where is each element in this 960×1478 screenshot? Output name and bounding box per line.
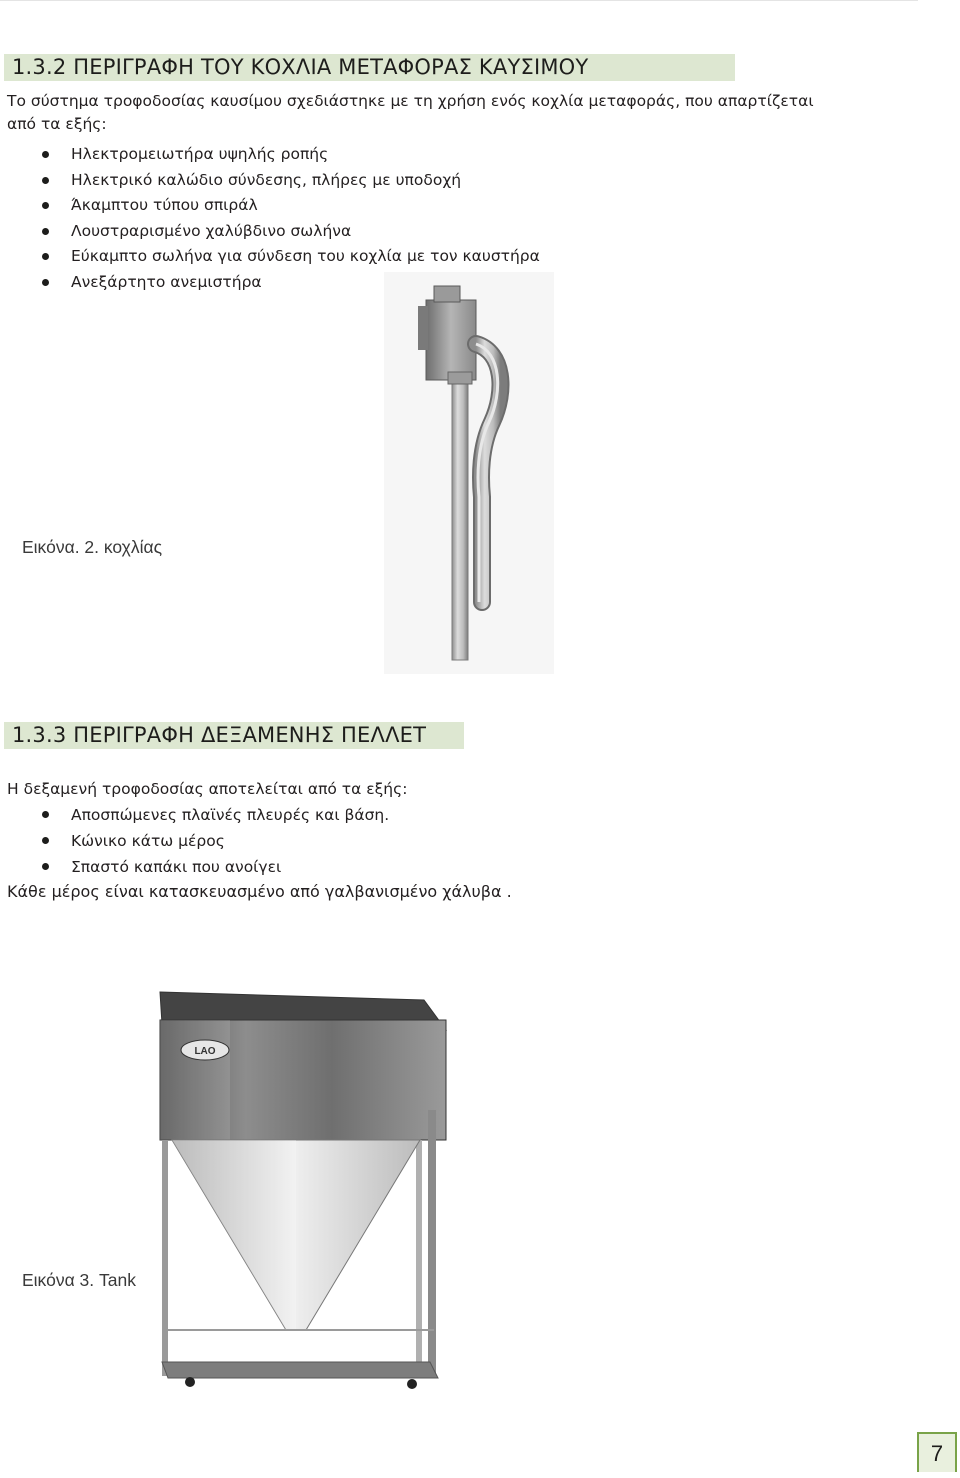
page-number: 7 <box>917 1432 957 1472</box>
tank-photo <box>150 990 450 1390</box>
bullet-icon <box>42 253 49 260</box>
bullet-icon <box>42 279 49 286</box>
tank-logo: LAO <box>194 1046 216 1057</box>
bullet-icon <box>42 228 49 235</box>
bullet-icon <box>42 811 49 818</box>
auger-intro-line-2: από τα εξής: <box>7 115 107 133</box>
auger-figure-caption: Εικόνα. 2. κοχλίας <box>22 537 163 557</box>
bullet-icon <box>42 151 49 158</box>
list-item: Λουστραρισμένο χαλύβδινο σωλήνα <box>42 219 540 245</box>
list-item: Ηλεκτρικό καλώδιο σύνδεσης, πλήρες με υποδοχή <box>42 168 540 194</box>
list-item: Ανεξάρτητο ανεμιστήρα <box>42 270 540 296</box>
section-heading-tank: 1.3.3 ΠΕΡΙΓΡΑΦΗ ΔΕΞΑΜΕΝΗΣ ΠΕΛΛΕΤ <box>4 722 464 749</box>
list-item: Ηλεκτρομειωτήρα υψηλής ροπής <box>42 142 540 168</box>
tank-closing-text: Κάθε μέρος είναι κατασκευασμένο από γαλβανισμένο χάλυβα . <box>7 882 512 901</box>
auger-photo <box>384 272 554 674</box>
list-item: Άκαμπτου τύπου σπιράλ <box>42 193 540 219</box>
list-item: Αποσπώμενες πλαϊνές πλευρές και βάση. <box>42 802 389 828</box>
list-item: Εύκαμπτο σωλήνα για σύνδεση του κοχλία με τον καυστήρα <box>42 244 540 270</box>
bullet-icon <box>42 202 49 209</box>
section-heading-auger: 1.3.2 ΠΕΡΙΓΡΑΦΗ ΤΟΥ ΚΟΧΛΙΑ ΜΕΤΑΦΟΡΑΣ ΚΑΥΣΙΜΟΥ <box>4 54 735 81</box>
top-rule <box>0 0 918 1</box>
auger-intro-line-1: Το σύστημα τροφοδοσίας καυσίμου σχεδιάστηκε με τη χρήση ενός κοχλία μεταφοράς, που απαρτίζεται <box>7 92 814 110</box>
tank-components-list <box>42 802 389 880</box>
list-item: Σπαστό καπάκι που ανοίγει <box>42 854 389 880</box>
tank-intro: Η δεξαμενή τροφοδοσίας αποτελείται από τα εξής: <box>7 780 408 798</box>
bullet-icon <box>42 837 49 844</box>
bullet-icon <box>42 177 49 184</box>
tank-figure-caption: Εικόνα 3. Tank <box>22 1270 136 1290</box>
bullet-icon <box>42 863 49 870</box>
list-item: Κώνικο κάτω μέρος <box>42 828 389 854</box>
